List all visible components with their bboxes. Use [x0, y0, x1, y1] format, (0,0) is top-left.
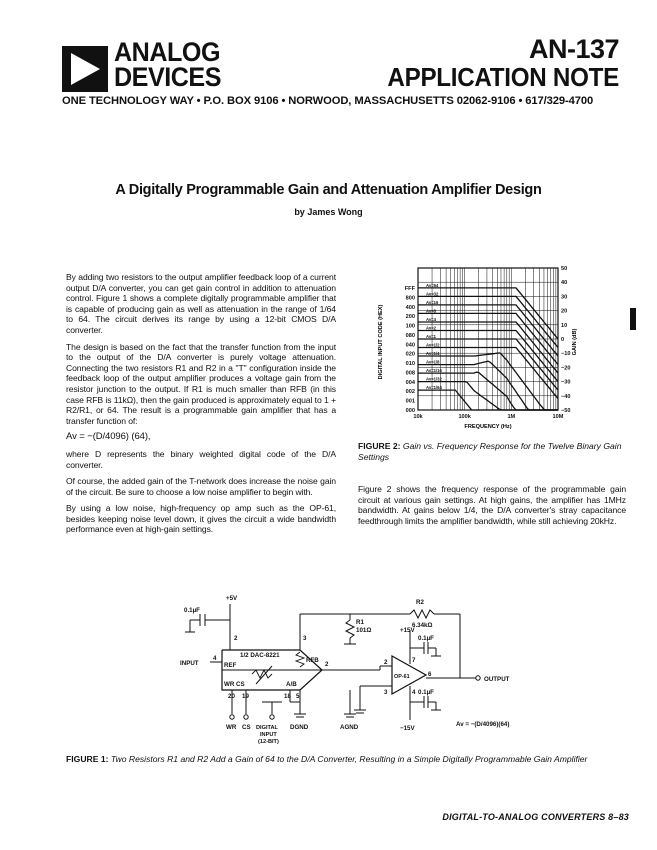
x-tick-label: 10k	[413, 414, 423, 420]
gain-tick-label: 50	[561, 266, 568, 272]
op-pin-2: 2	[384, 659, 388, 666]
code-tick-label: 080	[405, 332, 415, 339]
paragraph-1: By adding two resistors to the output amplifier feedback loop of a current output D/A converter, you can get gain control in addition to attenuation control. Figure 1 shows a complete digitally programmable amplifier that is capable of producing gain as well as attenuation in the range of 1/64 to 64. The circuit derives its range by using a 12-bit CMOS D/A converter.	[66, 272, 336, 335]
curve-label: Av=1/16	[426, 368, 442, 374]
cs-pin-label: CS	[242, 724, 251, 731]
x-tick-label: 10M	[552, 414, 564, 420]
dac-label: 1/2 DAC-8221	[240, 652, 280, 659]
figure-1-caption	[66, 754, 626, 765]
cap1-label: 0.1µF	[184, 607, 200, 614]
app-note-label: APPLICATION NOTE	[387, 62, 619, 92]
pin-5-label: 5	[296, 693, 300, 700]
digital-input-line3: (12-BIT)	[258, 739, 279, 745]
margin-mark	[630, 308, 636, 330]
pin-18-label: 18	[284, 693, 291, 700]
wr-cs-label: WR CS	[224, 681, 245, 688]
right-paragraph-1: Figure 2 shows the frequency response of the programmable gain circuit at various gain settings. At high gains, the amplifier has 1MHz bandwidth. At gains below 1/4, the D/A converter's stray capacitance feedthrough limits the amplifier bandwidth, while still achieving 20kHz.	[358, 484, 626, 526]
company-address: ONE TECHNOLOGY WAY • P.O. BOX 9106 • NORWOOD, MASSACHUSETTS 02062-9106 • 617/329-4700	[62, 95, 594, 107]
digital-input-line2: INPUT	[260, 732, 277, 738]
curve-label: Av=16	[426, 299, 439, 305]
curve-label: Av=1/32	[426, 376, 442, 382]
page-footer: DIGITAL-TO-ANALOG CONVERTERS 8–83	[442, 812, 629, 822]
gain-tick-label: −20	[561, 365, 571, 372]
logo-line-2: DEVICES	[114, 62, 221, 92]
figure-2-chart	[368, 262, 584, 434]
rfb-label: RFB	[306, 657, 319, 664]
gain-tick-label: 10	[561, 322, 568, 329]
y-right-axis-label: GAIN (dB)	[572, 328, 578, 356]
digital-input-line1: DIGITAL	[256, 725, 278, 731]
code-tick-label: 000	[405, 408, 415, 414]
pin-4-label: 4	[213, 655, 217, 662]
gain-tick-label: 40	[561, 280, 568, 287]
gain-tick-label: 30	[561, 294, 568, 301]
article-byline: by James Wong	[294, 207, 363, 217]
paragraph-5: By using a low noise, high-frequency op amp such as the OP-61, besides keeping noise level down, it gives the circuit a wide bandwidth performance even at high-gain settings.	[66, 503, 336, 535]
curve-label: Av=2	[426, 325, 436, 331]
gain-tick-label: 20	[561, 308, 568, 315]
curve-label: Av=1/64	[426, 385, 442, 391]
op-pin-3: 3	[384, 689, 388, 696]
article-title: A Digitally Programmable Gain and Attenuation Amplifier Design	[115, 182, 542, 198]
curve-label: Av=4	[426, 316, 436, 322]
r1-label: R1	[356, 619, 364, 626]
figure-2-caption	[358, 441, 628, 462]
code-tick-label: 400	[405, 304, 415, 311]
op-pin-7: 7	[412, 657, 416, 664]
pin-3-label: 3	[303, 635, 307, 642]
r1-value: 101Ω	[356, 627, 372, 634]
pin-2-label: 2	[234, 635, 238, 642]
code-tick-label: 008	[405, 370, 415, 377]
transfer-formula: Av = −(D/4096) (64),	[66, 431, 151, 443]
gain-tick-label: −30	[561, 379, 571, 386]
paragraph-3: where D represents the binary weighted digital code of the D/A converter.	[66, 448, 336, 470]
curve-label: Av=8	[426, 308, 436, 314]
wr-pin-label: WR	[226, 724, 237, 731]
agnd-label: AGND	[340, 724, 359, 731]
pin-19-label: 19	[242, 693, 249, 700]
curve-label: Av=32	[426, 291, 439, 297]
code-tick-label: 800	[405, 295, 415, 302]
op-pin-4: 4	[412, 689, 416, 696]
figure-1-caption-text: Two Resistors R1 and R2 Add a Gain of 64 to the D/A Converter, Resulting in a Simple Digitally Programmable Gain Amplifier	[110, 754, 588, 764]
opamp-label: OP-61	[394, 674, 410, 680]
paragraph-4: Of course, the added gain of the T-network does increase the noise gain of the circuit. Be sure to choose a low noise amplifier to begin with.	[66, 476, 336, 497]
figure-1-schematic	[160, 590, 540, 750]
ab-label: A/B	[286, 681, 297, 688]
input-label: INPUT	[180, 660, 199, 667]
x-tick-label: 1M	[507, 414, 516, 420]
op-pin-6: 6	[428, 671, 432, 678]
paragraph-2: The design is based on the fact that the transfer function from the input to the output of the D/A converter is purely voltage attenuation. Connecting the two resistors R1 and R2 in a "T" configuration inside the feedback loop of the output amplifier produces a voltage gain from the resistor junction to the output. If R1 is much smaller than RFB (in this case RFB is 11kΩ), then the gain produced is approximately equal to 1 + R2/R1, or 64. The result is a programmable gain amplifier that has a transfer function of:	[66, 341, 336, 426]
r2-value: 6.34kΩ	[412, 622, 433, 629]
dac-out-pin-label: 2	[325, 661, 329, 668]
supply-plus5v: +5V	[226, 595, 238, 602]
right-column	[358, 484, 626, 532]
ref-label: REF	[224, 662, 237, 669]
x-axis-label: FREQUENCY (Hz)	[464, 424, 512, 430]
curve-label: Av=64	[426, 282, 439, 288]
curve-label: Av=1/2	[426, 342, 440, 348]
gain-tick-label: 0	[561, 337, 565, 343]
company-logo-text	[114, 37, 221, 92]
gain-tick-label: −10	[561, 351, 571, 358]
r2-label: R2	[416, 599, 424, 606]
plus15v-label: +15V	[400, 627, 415, 634]
gain-formula: Av = −(D/4096)(64)	[456, 721, 510, 728]
analog-devices-logo-icon	[62, 46, 108, 92]
dgnd-label: DGND	[290, 724, 309, 731]
gain-tick-label: −50	[561, 408, 571, 414]
left-column	[66, 272, 336, 541]
code-tick-label: 100	[405, 323, 415, 330]
pin-20-label: 20	[228, 693, 235, 700]
curve-label: Av=1/8	[426, 359, 440, 365]
code-tick-label: 200	[405, 314, 415, 321]
x-tick-label: 100k	[458, 414, 471, 420]
code-tick-label: 020	[405, 351, 415, 358]
curve-label: Av=1/4	[426, 351, 440, 357]
code-tick-label: 001	[405, 398, 415, 405]
gain-tick-label: −40	[561, 393, 571, 400]
app-note-number: AN-137	[528, 34, 619, 64]
figure-1-caption-label: FIGURE 1:	[66, 754, 109, 764]
code-tick-label: 010	[405, 361, 415, 368]
figure-2-caption-text: Gain vs. Frequency Response for the Twelve Binary Gain Settings	[358, 441, 622, 462]
code-tick-label: FFF	[404, 286, 415, 292]
logo-line-1: ANALOG	[114, 37, 221, 67]
y-left-axis-label: DIGITAL INPUT CODE (HEX)	[378, 304, 384, 380]
figure-2-caption-label: FIGURE 2:	[358, 441, 401, 451]
minus15v-label: −15V	[400, 725, 415, 732]
output-label: OUTPUT	[484, 676, 510, 683]
code-tick-label: 002	[405, 389, 415, 396]
cap3-label: 0.1µF	[418, 689, 434, 696]
curve-label: Av=1	[426, 334, 436, 339]
code-tick-label: 004	[405, 379, 415, 386]
cap2-label: 0.1µF	[418, 635, 434, 642]
code-tick-label: 040	[405, 342, 415, 349]
